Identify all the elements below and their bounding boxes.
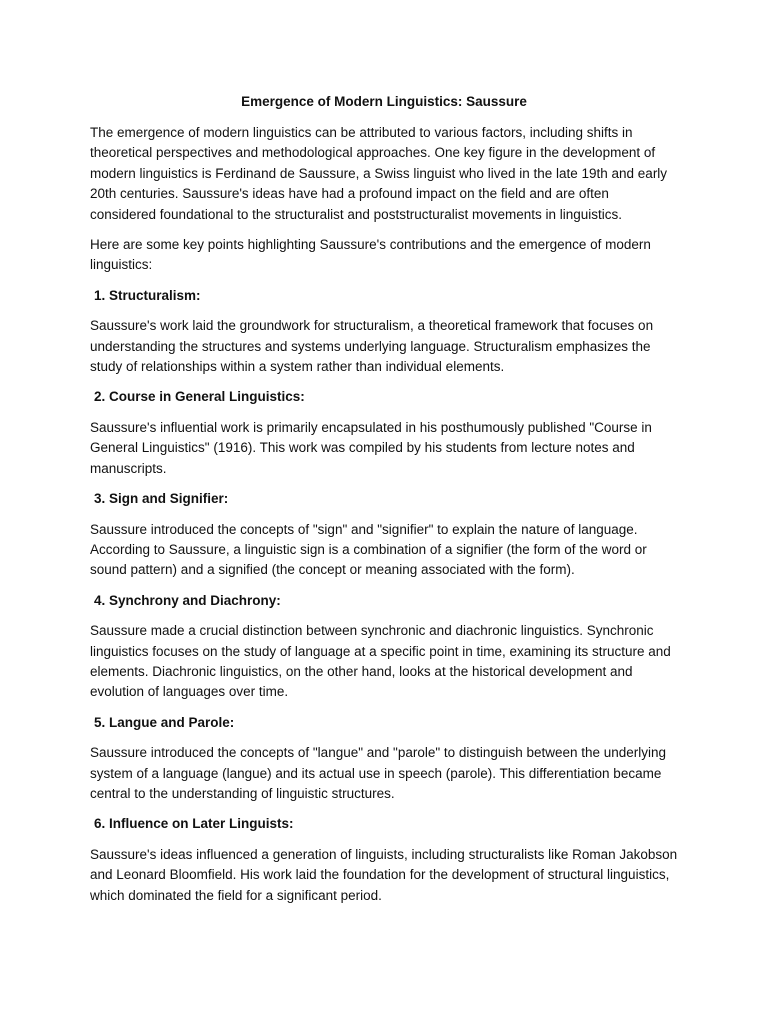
section-body-influence: Saussure's ideas influenced a generation of linguists, including structuralists like Roman Jakobson and Leonard Bloomfield. His work laid the foundation for the development of structural linguistics, which dominated the field for a significant period. [90,846,678,903]
section-body-sign: Saussure introduced the concepts of "sign" and "signifier" to explain the nature of language. According to Saussure, a linguistic sign is a combination of a signifier (the form of the word or sound pattern) and a signified (the concept or meaning associated with the form). [90,521,647,578]
intro-paragraph: The emergence of modern linguistics can be attributed to various factors, including shifts in theoretical perspectives and methodological approaches. One key figure in the development of modern linguistics is Ferdinand de Saussure, a Swiss linguist who lived in the late 19th and early 20th centuries. Saussure's ideas have had a profound impact on the field and are often considered foundational to the structuralist and poststructuralist movements in linguistics. [90,125,668,222]
intro-paragraph: Here are some key points highlighting Saussure's contributions and the emergence of modern linguistics: [90,237,651,273]
section-heading-structuralism: 1. Structuralism: [94,287,201,303]
section-body-synchrony: Saussure made a crucial distinction between synchronic and diachronic linguistics. Synchronic linguistics focuses on the study of language at a specific point in time, examining its structure and elements. Diachronic linguistics, on the other hand, looks at the historical development and evolution of languages over time. [90,623,671,700]
section-body-langue: Saussure introduced the concepts of "langue" and "parole" to distinguish between the underlying system of a language (langue) and its actual use in speech (parole). This differentiation became central to the understanding of linguistic structures. [90,745,667,801]
section-heading-influence: 6. Influence on Later Linguists: [94,816,294,832]
section-heading-sign: 3. Sign and Signifier: [94,491,229,507]
section-heading-synchrony: 4. Synchrony and Diachrony: [94,592,281,608]
section-heading-course: 2. Course in General Linguistics: [94,389,305,405]
section-heading-langue: 5. Langue and Parole: [94,714,235,730]
section-body-course: Saussure's influential work is primarily encapsulated in his posthumously published "Course in General Linguistics" (1916). This work was compiled by his students from lecture notes and manuscripts. [90,419,652,476]
section-body-structuralism: Saussure's work laid the groundwork for structuralism, a theoretical framework that focuses on understanding the structures and systems underlying language. Structuralism emphasizes the study of relationships within a system rather than individual elements. [90,318,654,375]
document-title: Emergence of Modern Linguistics: Saussure [241,94,527,109]
